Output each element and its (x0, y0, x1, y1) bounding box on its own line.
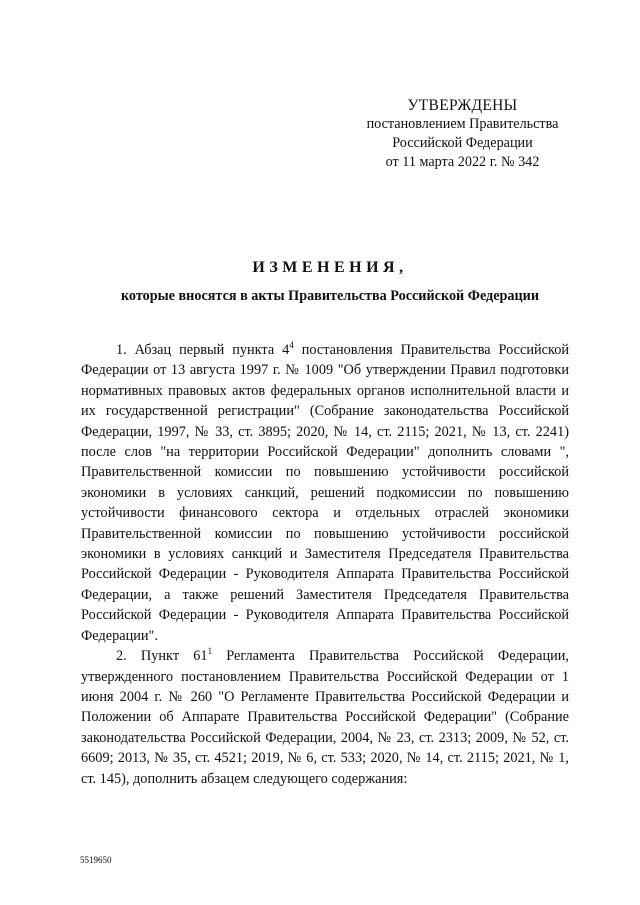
paragraph-1-superscript: 4 (289, 340, 294, 350)
paragraph-2-text: Регламента Правительства Российской Федерации, утвержденного постановлением Правительства Российской Федерации от 1 июня 2004 г. № 260 "О Регламенте Правительства Российской Федерации и Положении об Аппарате Правительства Российской Федерации" (Собрание законодательства Российской Федерации, 2004, № 23, ст. 2313; 2009, № 52, ст. 6609; 2013, № 35, ст. 4521; 2019, № 6, ст. 533; 2020, № 14, ст. 2115; 2021, № 1, ст. 145), дополнить абзацем следующего содержания: (81, 648, 569, 787)
document-heading (80, 258, 580, 306)
paragraph-2-superscript: 1 (207, 646, 213, 657)
paragraph-1 (81, 340, 569, 646)
document-body (81, 340, 569, 789)
paragraph-1-start: 1. Абзац первый пункта 4 (116, 342, 290, 358)
approval-line-2: Российской Федерации (392, 135, 533, 151)
heading-title: ИЗМЕНЕНИЯ, (252, 259, 408, 276)
heading-subtitle: которые вносятся в акты Правительства Российской Федерации (120, 288, 540, 304)
approval-line-3: от 11 марта 2022 г. № 342 (385, 154, 540, 170)
approval-block (355, 96, 570, 172)
approval-title: УТВЕРЖДЕНЫ (407, 97, 518, 114)
document-number: 5519650 (80, 855, 112, 865)
paragraph-2-start: 2. Пункт 61 (116, 648, 208, 665)
approval-line-1: постановлением Правительства (366, 116, 559, 132)
paragraph-1-text: постановления Правительства Российской Федерации от 13 августа 1997 г. № 1009 "Об утверждении Правил подготовки нормативных правовых актов федеральных органов исполнительной власти и их государственной регистрации" (Собрание законодательства Российской Федерации, 1997, № 33, ст. 3895; 2020, № 14, ст. 2115; 2021, № 13, ст. 2241) после слов "на территории Российской Федерации" дополнить словами ", Правительственной комиссии по повышению устойчивости российской экономики в условиях санкций, решений подкомиссии по повышению устойчивости финансового сектора и отдельных отраслей экономики Правительственной комиссии по повышению устойчивости российской экономики в условиях санкций и Заместителя Председателя Правительства Российской Федерации - Руководителя Аппарата Правительства Российской Федерации, а также решений Заместителя Председателя Правительства Российской Федерации - Руководителя Аппарата Правительства Российской Федерации". (81, 342, 569, 644)
paragraph-2 (81, 646, 569, 789)
